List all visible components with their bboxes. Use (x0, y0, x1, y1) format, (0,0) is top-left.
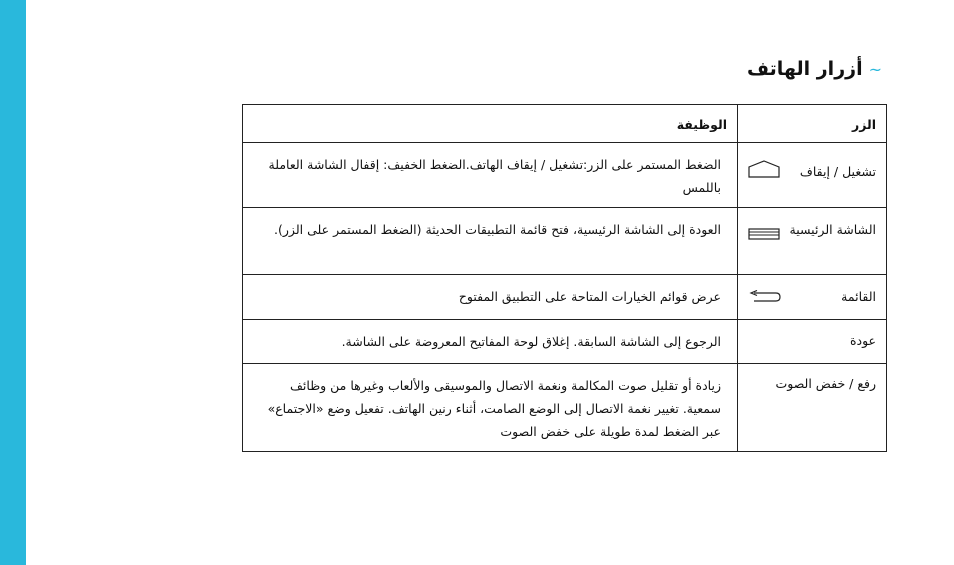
table-row (243, 275, 887, 320)
key-label: عودة (849, 333, 876, 348)
function-text: الرجوع إلى الشاشة السابقة. إغلاق لوحة المفاتيح المعروضة على الشاشة. (341, 334, 721, 349)
table-row (243, 320, 887, 364)
function-cell (243, 208, 738, 275)
key-cell (738, 320, 887, 364)
key-cell (738, 275, 887, 320)
function-cell (243, 143, 738, 208)
function-cell (243, 364, 738, 452)
side-accent-bar (0, 0, 26, 565)
section-heading (747, 58, 882, 80)
function-text: الضغط المستمر على الزر:تشغيل / إيقاف الهاتف.الضغط الخفيف: إقفال الشاشة العاملة باللمس (268, 157, 721, 195)
home-key-icon (748, 160, 780, 178)
back-arrow-icon (748, 290, 782, 304)
key-cell (738, 364, 887, 452)
key-cell (738, 143, 887, 208)
key-label: تشغيل / إيقاف (799, 164, 876, 179)
table-header-row (243, 105, 887, 143)
key-label: القائمة (841, 289, 876, 304)
header-key: الزر (738, 105, 887, 143)
function-text: العودة إلى الشاشة الرئيسية، فتح قائمة التطبيقات الحديثة (الضغط المستمر على الزر). (274, 222, 721, 237)
function-cell (243, 320, 738, 364)
key-cell (738, 208, 887, 275)
function-cell (243, 275, 738, 320)
phone-keys-table (242, 104, 887, 452)
table-row (243, 143, 887, 208)
key-label: الشاشة الرئيسية (789, 222, 876, 237)
key-label: رفع / خفض الصوت (775, 376, 876, 391)
table-row (243, 364, 887, 452)
heading-bullet: ~ (868, 59, 882, 79)
function-text: زيادة أو تقليل صوت المكالمة ونغمة الاتصال والموسيقى والألعاب وغيرها من وظائف سمعية. تغيير نغمة الاتصال إلى الوضع الصامت، أثناء رنين الهاتف. تفعيل وضع «الاجتماع» عبر الضغط لمدة طويلة على خفض الصوت (267, 378, 721, 439)
page-title: أزرار الهاتف (747, 58, 863, 80)
header-function: الوظيفة (243, 105, 738, 143)
menu-key-icon (748, 228, 780, 240)
function-text: عرض قوائم الخيارات المتاحة على التطبيق المفتوح (458, 289, 721, 304)
table-row (243, 208, 887, 275)
